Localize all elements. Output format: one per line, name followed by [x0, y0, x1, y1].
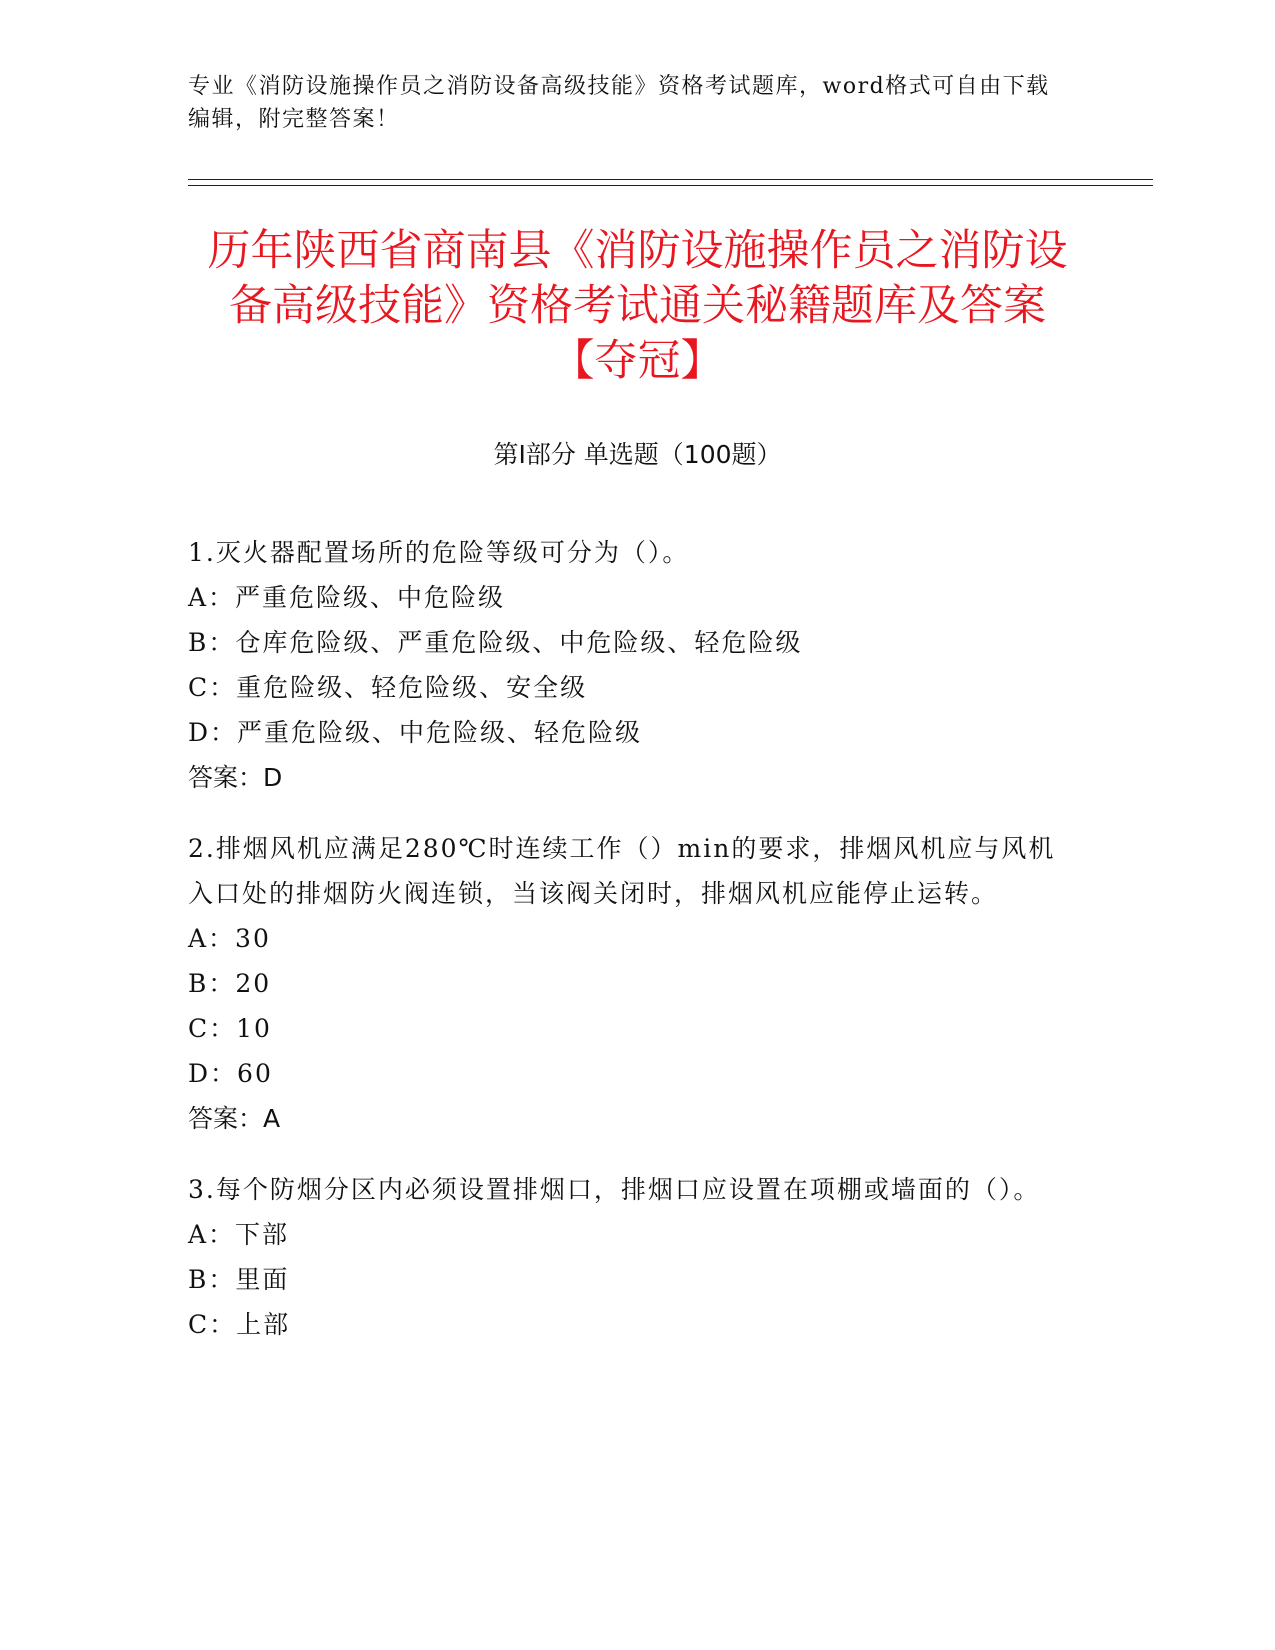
question-3 — [188, 1167, 1068, 1347]
option-c: C：重危险级、轻危险级、安全级 — [188, 673, 588, 702]
header-note: 专业《消防设施操作员之消防设备高级技能》资格考试题库，word格式可自由下载编辑，附完整答案！ — [188, 74, 1050, 132]
question-stem: 3.每个防烟分区内必须设置排烟口，排烟口应设置在项棚或墙面的（）。 — [188, 1175, 1041, 1204]
option-c: C：10 — [188, 1014, 272, 1043]
option-a: A：下部 — [188, 1220, 290, 1249]
section-title: 第I部分 单选题（100题） — [493, 440, 782, 469]
question-list — [188, 530, 1068, 1373]
answer: 答案：A — [188, 1104, 281, 1133]
question-1 — [188, 530, 1068, 800]
option-a: A：严重危险级、中危险级 — [188, 583, 506, 612]
option-b: B：里面 — [188, 1265, 290, 1294]
option-c: C：上部 — [188, 1310, 291, 1339]
header-divider-top — [188, 179, 1153, 180]
answer: 答案：D — [188, 763, 283, 792]
question-stem: 2.排烟风机应满足280℃时连续工作（）min的要求，排烟风机应与风机入口处的排烟防火阀连锁，当该阀关闭时，排烟风机应能停止运转。 — [188, 834, 1056, 908]
header-divider-bottom — [188, 185, 1153, 186]
option-b: B：20 — [188, 969, 272, 998]
option-d: D：60 — [188, 1059, 273, 1088]
option-d: D：严重危险级、中危险级、轻危险级 — [188, 718, 643, 747]
question-2 — [188, 826, 1068, 1141]
document-title: 历年陕西省商南县《消防设施操作员之消防设备高级技能》资格考试通关秘籍题库及答案【夺冠】 — [207, 226, 1068, 386]
option-a: A：30 — [188, 924, 271, 953]
option-b: B：仓库危险级、严重危险级、中危险级、轻危险级 — [188, 628, 803, 657]
question-stem: 1.灭火器配置场所的危险等级可分为（）。 — [188, 538, 690, 567]
